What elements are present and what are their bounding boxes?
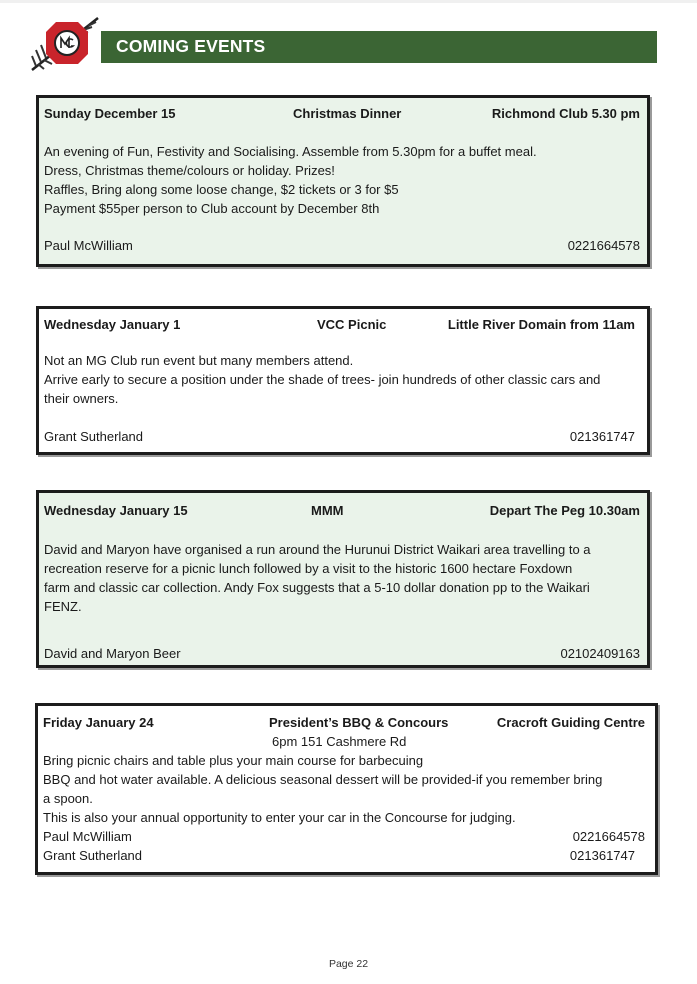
event-description-line: Payment $55per person to Club account by December 8th <box>44 201 380 216</box>
contact-phone: 021361747 <box>569 429 635 444</box>
contact-phone: 0221664578 <box>572 829 645 844</box>
event-description-line: farm and classic car collection. Andy Fox suggests that a 5-10 dollar donation pp to the Waikari <box>44 580 590 595</box>
contact-name: Paul McWilliam <box>43 829 132 844</box>
event-description-line: Not an MG Club run event but many members attend. <box>44 353 354 368</box>
contact-phone: 021361747 <box>569 848 635 863</box>
event-location: Cracroft Guiding Centre <box>496 715 645 730</box>
event-location: Depart The Peg 10.30am <box>489 503 640 518</box>
event-name: President’s BBQ & Concours <box>269 715 449 730</box>
page-top-border <box>0 0 697 3</box>
event-heading <box>44 315 635 334</box>
event-date: Wednesday January 1 <box>44 317 181 332</box>
page-number: Page 22 <box>328 958 369 970</box>
event-card <box>35 703 658 875</box>
event-description-line: An evening of Fun, Festivity and Socialising. Assemble from 5.30pm for a buffet meal. <box>44 144 537 159</box>
event-description-line: Bring picnic chairs and table plus your main course for barbecuing <box>43 753 424 768</box>
mg-octagon-icon <box>46 22 88 64</box>
event-description-line: a spoon. <box>43 791 93 806</box>
event-contact <box>44 236 640 255</box>
event-description-line: BBQ and hot water available. A delicious seasonal dessert will be provided-if you remember bring <box>43 772 603 787</box>
event-subline-row <box>43 732 645 751</box>
event-name: VCC Picnic <box>317 317 387 332</box>
event-location: Richmond Club 5.30 pm <box>491 106 640 121</box>
section-title: COMING EVENTS <box>116 36 266 56</box>
event-description-line: recreation reserve for a picnic lunch followed by a visit to the historic 1600 hectare Foxdown <box>44 561 573 576</box>
event-description-line: their owners. <box>44 391 119 406</box>
event-heading <box>43 713 645 732</box>
event-heading <box>44 104 640 123</box>
contact-name: Grant Sutherland <box>44 429 144 444</box>
event-description-line: This is also your annual opportunity to enter your car in the Concourse for judging. <box>43 810 516 825</box>
contact-phone: 0221664578 <box>567 238 640 253</box>
event-subline: 6pm 151 Cashmere Rd <box>272 734 407 749</box>
event-description-line: Arrive early to secure a position under the shade of trees- join hundreds of other classic cars and <box>44 372 601 387</box>
event-card <box>36 490 650 668</box>
event-location: Little River Domain from 11am <box>447 317 635 332</box>
event-description-line: Raffles, Bring along some loose change, $2 tickets or 3 for $5 <box>44 182 399 197</box>
mg-club-logo <box>28 14 102 72</box>
event-description-line: David and Maryon have organised a run around the Hurunui District Waikari area travelling to a <box>44 542 591 557</box>
contact-name: David and Maryon Beer <box>44 646 181 661</box>
event-date: Wednesday January 15 <box>44 503 188 518</box>
event-description-line: Dress, Christmas theme/colours or holiday. Prizes! <box>44 163 335 178</box>
contact-name: Paul McWilliam <box>44 238 133 253</box>
event-contact <box>43 827 645 846</box>
event-date: Sunday December 15 <box>44 106 176 121</box>
event-contact <box>44 644 640 663</box>
event-date: Friday January 24 <box>43 715 154 730</box>
event-description-line: FENZ. <box>44 599 82 614</box>
event-card <box>36 306 650 455</box>
event-name: Christmas Dinner <box>293 106 402 121</box>
contact-phone: 02102409163 <box>560 646 640 661</box>
event-contact <box>44 427 635 446</box>
event-name: MMM <box>311 503 344 518</box>
event-contact <box>43 846 645 865</box>
contact-name: Grant Sutherland <box>43 848 143 863</box>
event-card <box>36 95 650 267</box>
event-heading <box>44 501 640 520</box>
section-header <box>101 31 657 63</box>
